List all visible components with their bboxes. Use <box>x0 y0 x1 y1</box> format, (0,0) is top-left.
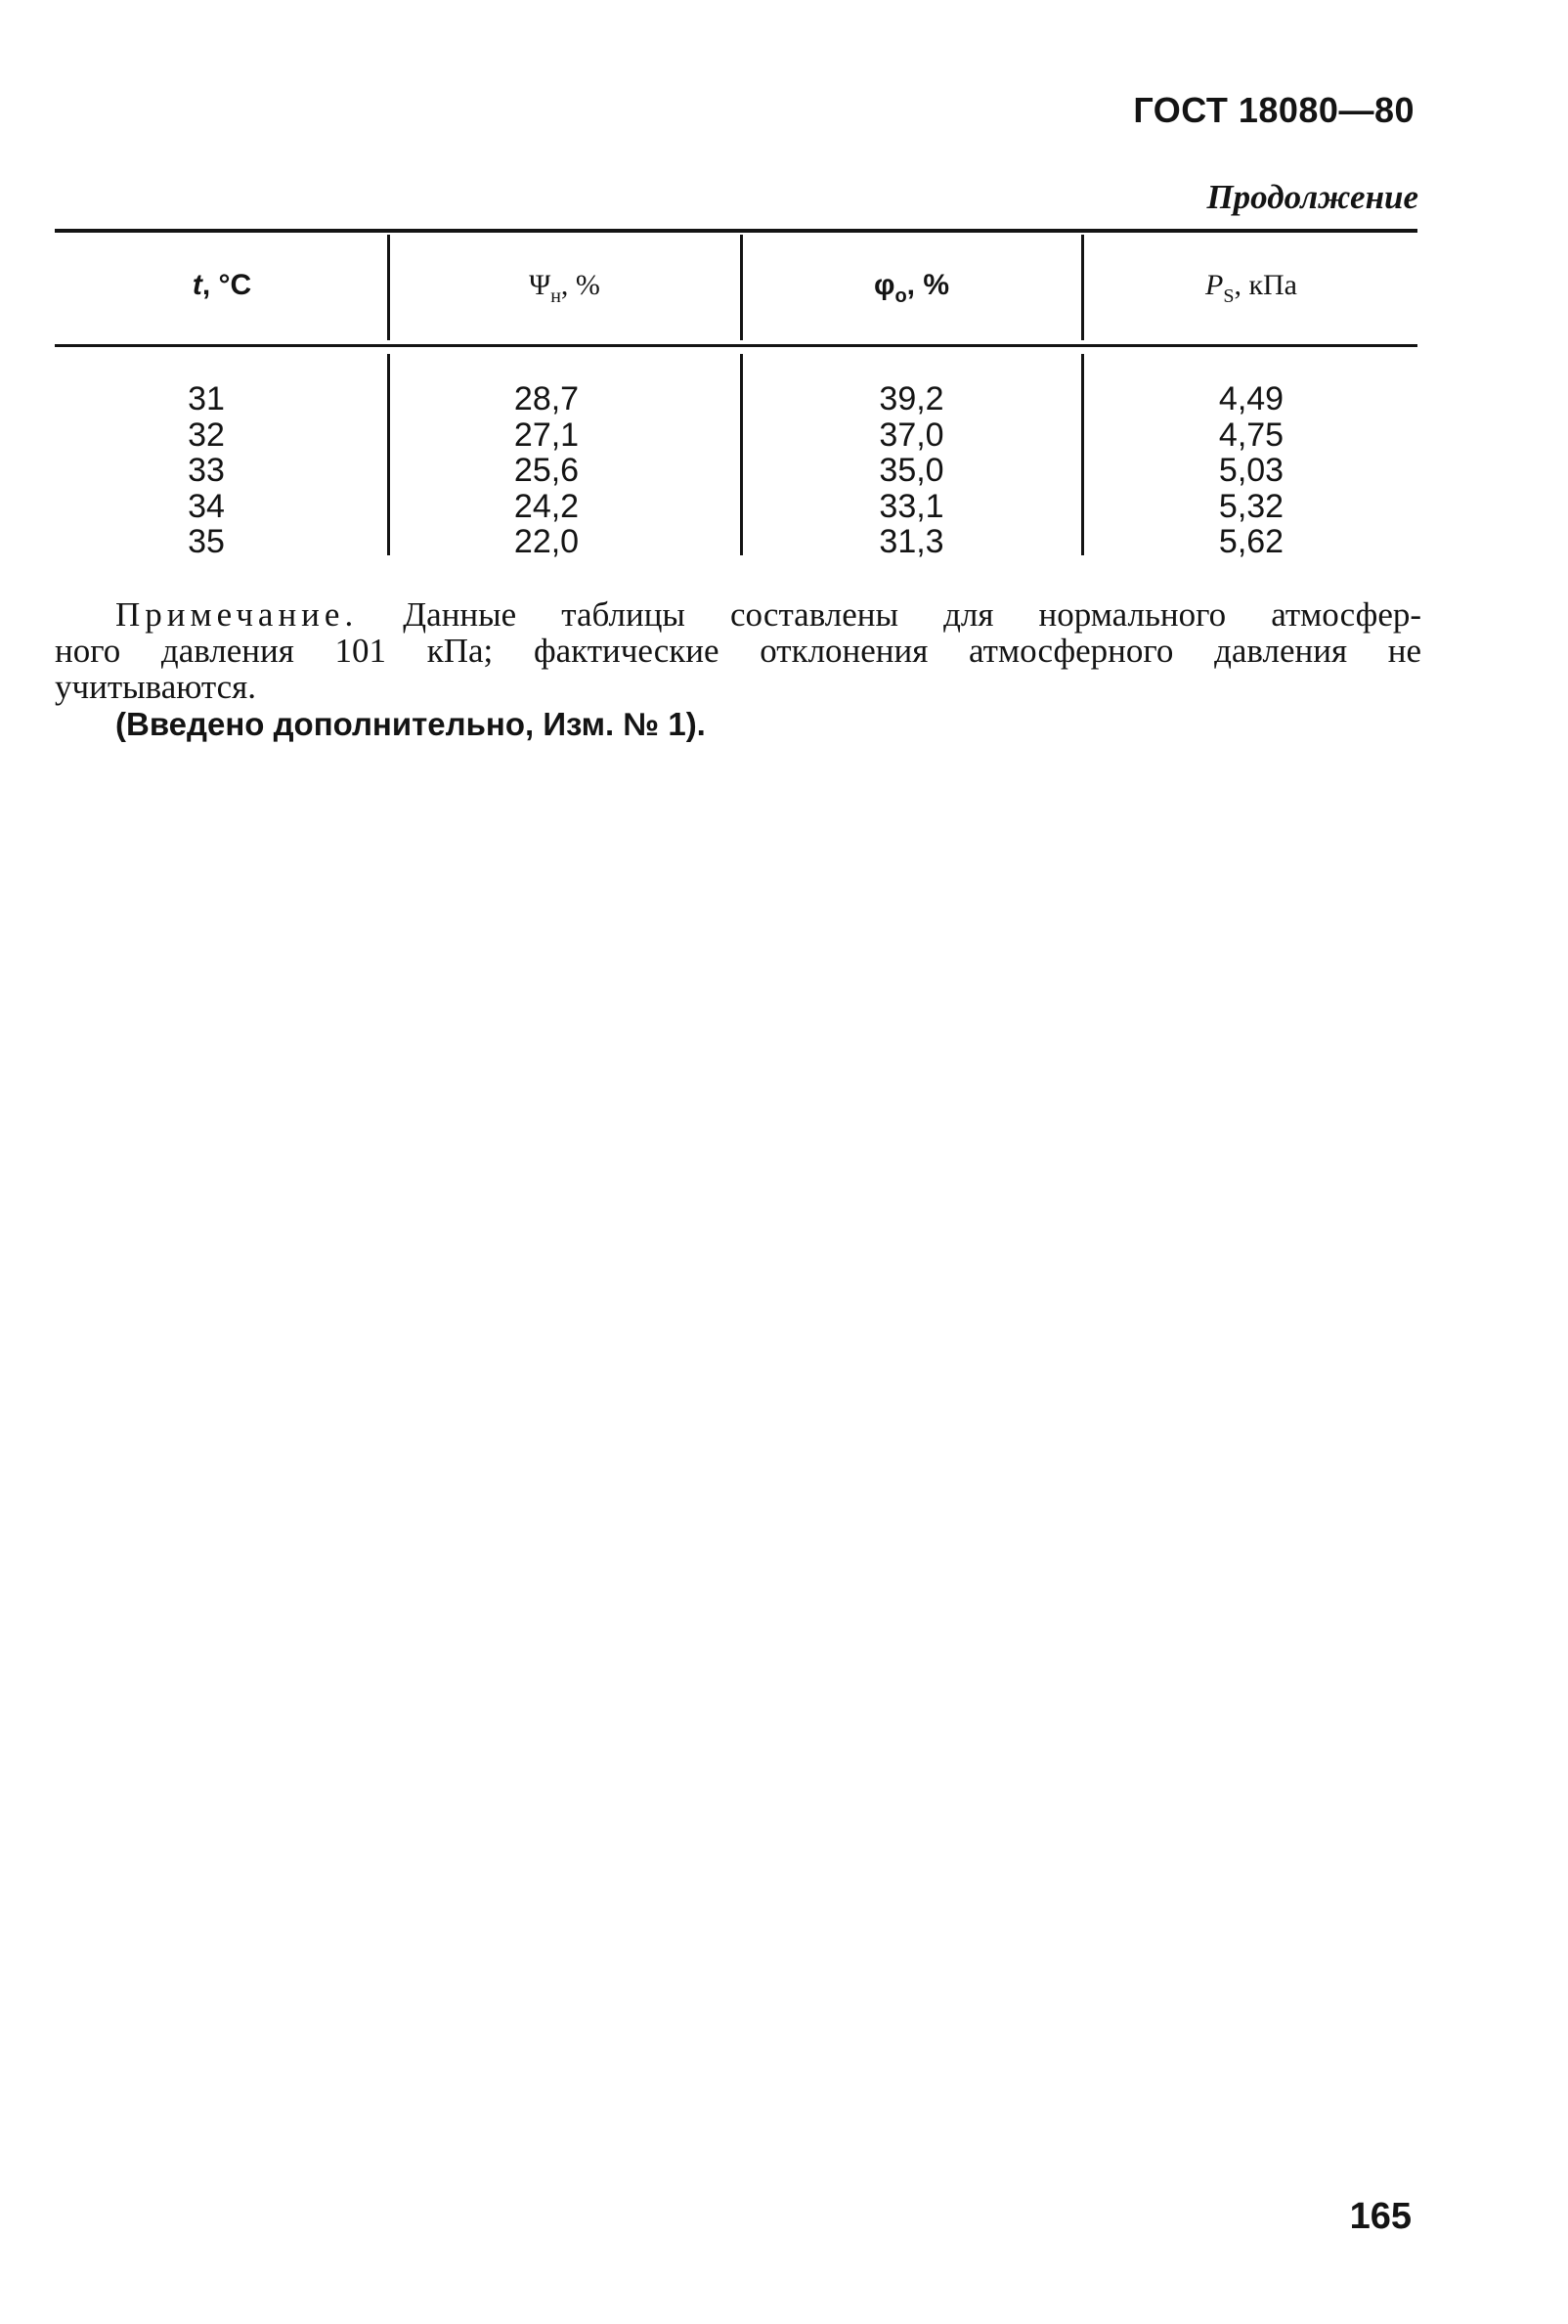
amendment-note: (Введено дополнительно, Изм. № 1). <box>115 706 706 742</box>
table-cell: 5,62 <box>1218 523 1285 560</box>
continuation-label: Продолжение <box>1206 178 1418 216</box>
table-note-line-2: ного давления 101 кПа; фактические отклонения атмосферного давления не <box>55 632 1421 670</box>
column-header-temperature: t, °C <box>192 269 252 301</box>
phi-column <box>744 381 1079 560</box>
table-note-line-3: учитываются. <box>55 668 257 706</box>
column-header-phi: $\varphi_о$, % <box>873 269 950 307</box>
table-header-rule <box>55 344 1417 347</box>
column-divider <box>740 354 743 555</box>
column-divider <box>1081 235 1084 340</box>
table-cell: 35,0 <box>879 452 944 489</box>
table-cell: 4,49 <box>1218 380 1285 417</box>
table-cell: 5,32 <box>1218 487 1285 525</box>
note-line-1: Примечание. Данные таблицы составлены для нормального атмосфер- <box>115 595 1422 634</box>
table-cell: 4,75 <box>1218 416 1285 454</box>
table-cell: 22,0 <box>513 523 580 560</box>
column-header-psi: $\Psi_н$, % <box>529 269 600 307</box>
table-cell: 34 <box>188 487 225 525</box>
table-cell: 32 <box>188 416 225 454</box>
table-top-rule <box>55 229 1417 233</box>
column-divider <box>387 235 390 340</box>
psi-column <box>391 381 702 560</box>
temperature-column <box>59 381 354 560</box>
table-cell: 31 <box>188 380 225 417</box>
table-note <box>115 596 1421 633</box>
table-cell: 28,7 <box>513 380 580 417</box>
column-divider <box>1081 354 1084 555</box>
table-cell: 33,1 <box>879 487 944 525</box>
column-divider <box>387 354 390 555</box>
table-cell: 31,3 <box>879 523 944 560</box>
table-cell: 39,2 <box>879 380 944 417</box>
page-number: 165 <box>1349 2196 1412 2237</box>
table-cell: 37,0 <box>879 416 944 454</box>
table-cell: 35 <box>188 523 225 560</box>
table-cell: 25,6 <box>513 452 580 489</box>
table-cell: 5,03 <box>1218 452 1285 489</box>
table-cell: 27,1 <box>513 416 580 454</box>
column-divider <box>740 235 743 340</box>
table-cell: 24,2 <box>513 487 580 525</box>
table-cell: 33 <box>188 452 225 489</box>
ps-column <box>1085 381 1417 560</box>
column-header-ps: $P_S$, кПа <box>1204 269 1297 307</box>
document-header: ГОСТ 18080—80 <box>1133 90 1415 130</box>
